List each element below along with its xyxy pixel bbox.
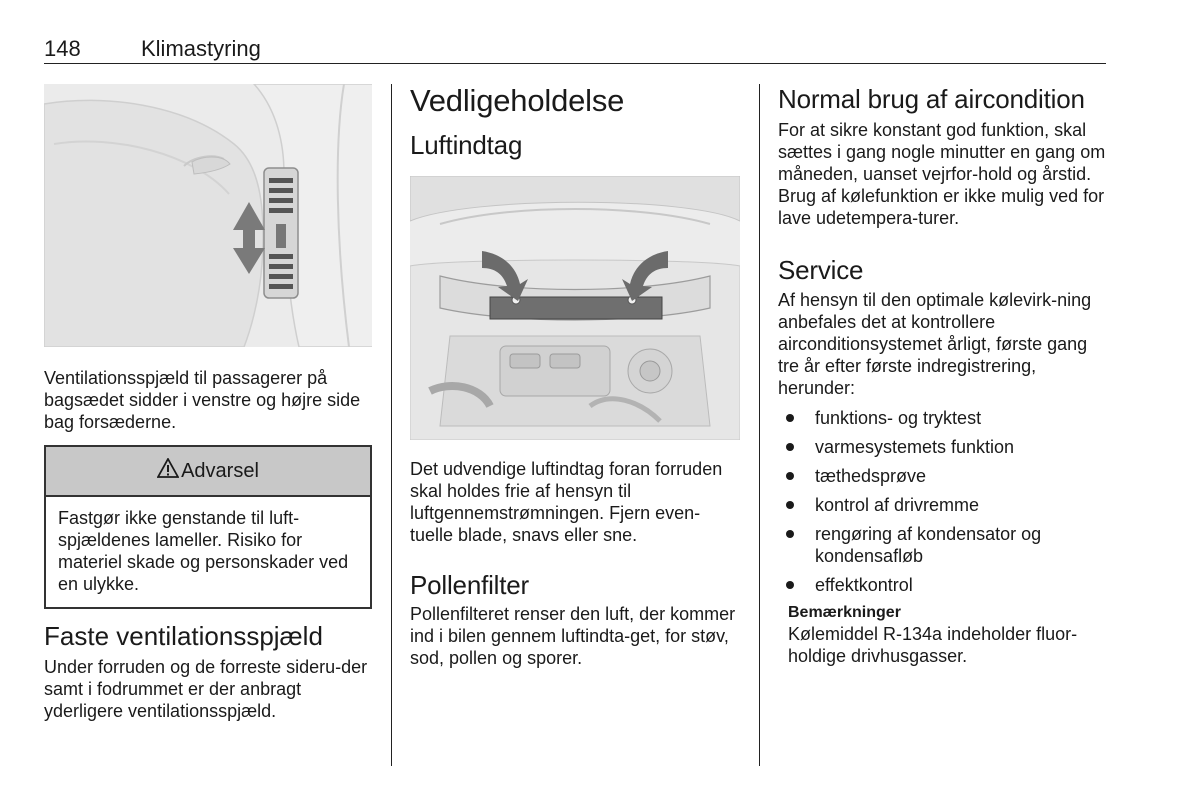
running-title: Klimastyring <box>141 36 261 61</box>
list-item: funktions- og tryktest <box>778 407 1108 429</box>
rear-vent-illustration <box>44 84 372 347</box>
page-number: 148 <box>44 36 81 61</box>
bullet-icon <box>786 414 794 422</box>
list-item: effektkontrol <box>778 574 1108 596</box>
column-divider <box>391 84 392 766</box>
ac-text: For at sikre konstant god funktion, skal sættes i gang nogle minutter en gang om måneden, uanset vejrfor-hold og årstid. Brug af kølefunktion er ikke mulig ved for lave udetempera-turer. <box>778 120 1106 228</box>
page-header <box>44 36 1106 64</box>
warning-triangle-icon <box>157 458 179 484</box>
note-title: Bemærkninger <box>788 604 901 621</box>
pollen-title: Pollenfilter <box>410 570 529 600</box>
section-text: Under forruden og de forreste sideru-der samt i fodrummet er der anbragt yderligere ventilationsspjæld. <box>44 657 368 721</box>
column-right <box>778 84 1108 667</box>
warning-box <box>44 445 372 609</box>
list-item: kontrol af drivremme <box>778 494 1108 516</box>
header-rule <box>44 63 1106 64</box>
list-item: varmesystemets funktion <box>778 436 1108 458</box>
bullet-icon <box>786 530 794 538</box>
column-middle <box>410 84 740 669</box>
engine-bay-drawing <box>410 176 740 440</box>
bullet-icon <box>786 472 794 480</box>
ac-title: Normal brug af aircondition <box>778 84 1085 114</box>
figure-caption: Ventilationsspjæld til passagerer på bagsædet sidder i venstre og højre side bag forsæderne. <box>44 368 361 432</box>
chapter-title: Vedligeholdelse <box>410 83 625 118</box>
column-divider <box>759 84 760 766</box>
engine-bay-illustration <box>410 176 740 440</box>
rear-vent-drawing <box>44 84 372 347</box>
column-left <box>44 84 372 722</box>
service-list <box>778 407 1108 596</box>
list-item: tæthedsprøve <box>778 465 1108 487</box>
pollen-text: Pollenfilteret renser den luft, der kommer ind i bilen gennem luftindta-get, for støv, sod, pollen og sporer. <box>410 604 736 668</box>
bullet-icon <box>786 443 794 451</box>
warning-title: Advarsel <box>181 459 259 482</box>
service-text: Af hensyn til den optimale kølevirk-ning anbefales det at kontrollere airconditionsystemet årligt, første gang tre år efter første indregistrering, herunder: <box>778 290 1092 398</box>
bullet-icon <box>786 581 794 589</box>
air-intake-text: Det udvendige luftindtag foran forruden skal holdes frie af hensyn til luftgennemstrømningen. Fjern even-tuelle blade, snavs eller sne. <box>410 459 723 545</box>
section-title: Faste ventilationsspjæld <box>44 621 323 651</box>
service-title: Service <box>778 255 864 285</box>
warning-header <box>46 447 370 497</box>
bullet-icon <box>786 501 794 509</box>
list-item: rengøring af kondensator og kondensafløb <box>778 523 1108 567</box>
subsection-title: Luftindtag <box>410 130 523 160</box>
warning-text: Fastgør ikke genstande til luft-spjældenes lameller. Risiko for materiel skade og personskader ved en ulykke. <box>58 508 349 594</box>
note-text: Kølemiddel R-134a indeholder fluor-holdige drivhusgasser. <box>788 624 1078 666</box>
